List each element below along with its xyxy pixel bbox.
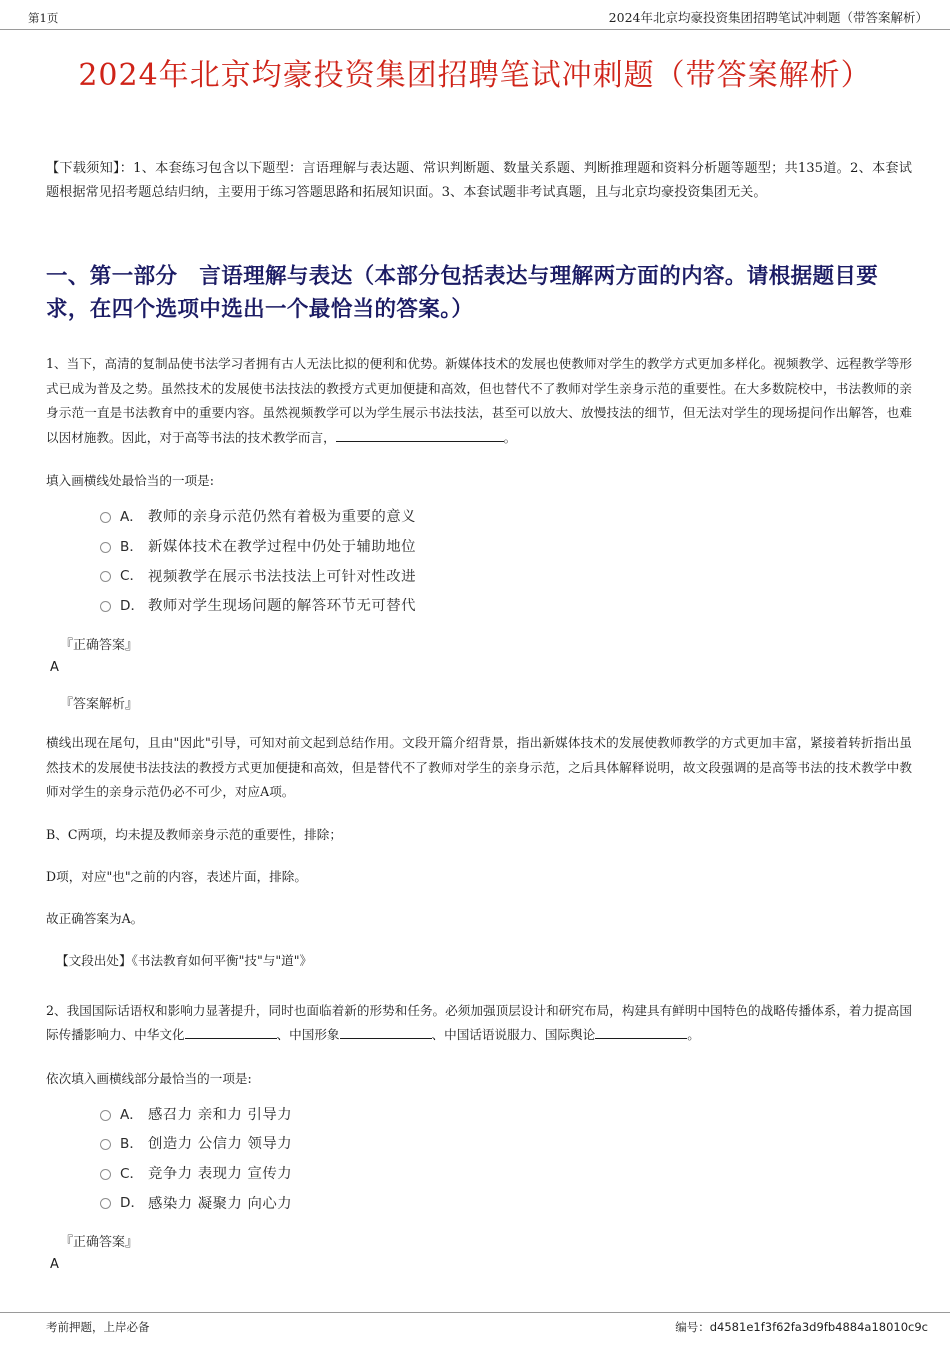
question-stem-mid-1: 、中国形象: [276, 1027, 340, 1043]
radio-button-icon[interactable]: [100, 1110, 111, 1121]
footer-slogan: 考前押题，上岸必备: [46, 1320, 150, 1334]
question-block: [46, 352, 912, 972]
analysis-line-3: 故正确答案为A。: [46, 910, 144, 926]
radio-button-icon[interactable]: [100, 1169, 111, 1180]
option-item-b[interactable]: [100, 1131, 912, 1158]
page-footer: [0, 1312, 950, 1335]
fill-in-blank: [336, 441, 504, 442]
option-list: [46, 1102, 912, 1218]
option-letter: C．: [120, 1165, 144, 1182]
option-item-b[interactable]: [100, 534, 912, 561]
question-stem-tail: 。: [687, 1027, 700, 1043]
option-letter: A．: [120, 1106, 143, 1123]
running-title: 2024年北京均豪投资集团招聘笔试冲刺题（带答案解析）: [608, 10, 928, 25]
fill-in-blank: [185, 1038, 277, 1039]
question-stem-text: 1、当下，高清的复制品使书法学习者拥有古人无法比拟的便利和优势。新媒体技术的发展也使教师对学生的教学方式更加多样化。视频教学、远程教学等形式已成为普及之势。虽然技术的发展使书法技法的教授方式更加便捷和高效，但也替代不了教师对学生亲身示范的重要性。在大多数院校中，书法教师的亲身示范一直是书法教育中的重要内容。虽然视频教学可以为学生展示书法技法，甚至可以放大、放慢技法的细节，但无法对学生的现场提问作出解答，也难以因材施教。因此，对于高等书法的技术教学而言，: [46, 356, 912, 445]
analysis-paragraph: 横线出现在尾句，且由"因此"引导，可知对前文起到总结作用。文段开篇介绍背景，指出新媒体技术的发展使教师教学的方式更加丰富，紧接着转折指出虽然技术的发展使书法技法的教授方式更加便捷和高效，但是替代不了教师对学生的亲身示范，之后具体解释说明，故文段强调的是高等书法的技术教学中教师对学生的亲身示范仍必不可少，对应A项。: [46, 735, 912, 800]
question-block: [46, 999, 912, 1276]
analysis-label: 『答案解析』: [60, 696, 139, 712]
option-list: [46, 504, 912, 620]
option-text: 教师对学生现场问题的解答环节无可替代: [148, 598, 417, 615]
footer-code-value: d4581e1f3f62fa3d9fb4884a18010c9c: [709, 1320, 928, 1334]
question-stem: [46, 352, 912, 450]
option-letter: B．: [120, 1136, 143, 1153]
fill-in-blank: [595, 1038, 687, 1039]
correct-answer-value: A: [50, 1257, 59, 1273]
option-item-a[interactable]: [100, 504, 912, 531]
analysis-line-1: B、C两项，均未提及教师亲身示范的重要性，排除；: [46, 826, 342, 842]
option-item-c[interactable]: [100, 1161, 912, 1188]
option-item-a[interactable]: [100, 1102, 912, 1129]
option-text: 教师的亲身示范仍然有着极为重要的意义: [148, 509, 417, 526]
correct-answer-label: 『正确答案』: [60, 637, 139, 653]
radio-button-icon[interactable]: [100, 1139, 111, 1150]
download-notice: 【下载须知】：1、本套练习包含以下题型：言语理解与表达题、常识判断题、数量关系题、判断推理题和资料分析题等题型；共135道。2、本套试题根据常见招考题总结归纳，主要用于练习答题思路和拓展知识面。3、本套试题非考试真题，且与北京均豪投资集团无关。: [46, 161, 912, 201]
radio-button-icon[interactable]: [100, 542, 111, 553]
option-item-c[interactable]: [100, 564, 912, 591]
radio-button-icon[interactable]: [100, 1198, 111, 1209]
option-letter: D．: [120, 1195, 145, 1212]
radio-button-icon[interactable]: [100, 571, 111, 582]
option-text: 感染力 凝聚力 向心力: [148, 1195, 293, 1212]
correct-answer-value: A: [50, 659, 59, 675]
option-letter: B．: [120, 538, 143, 555]
question-stem-text: 2、我国国际话语权和影响力显著提升，同时也面临着新的形势和任务。必须加强顶层设计和研究布局，构建具有鲜明中国特色的战略传播体系，着力提高国际传播影响力、中华文化: [46, 1002, 912, 1043]
correct-answer-label: 『正确答案』: [60, 1235, 139, 1251]
radio-button-icon[interactable]: [100, 601, 111, 612]
footer-document-code: [675, 1319, 928, 1335]
question-stem: [46, 999, 912, 1048]
option-letter: A．: [120, 509, 143, 526]
question-stem-mid-2: 、中国话语说服力、国际舆论: [431, 1027, 596, 1043]
page-header: [0, 0, 950, 30]
section-heading-part-one: 一、第一部分 言语理解与表达（本部分包括表达与理解两方面的内容。请根据题目要求，在四个选项中选出一个最恰当的答案。）: [46, 263, 879, 322]
fill-in-blank: [340, 1038, 432, 1039]
option-text: 竞争力 表现力 宣传力: [148, 1166, 293, 1183]
option-text: 创造力 公信力 领导力: [148, 1136, 293, 1153]
option-text: 新媒体技术在教学过程中仍处于辅助地位: [148, 539, 417, 556]
option-letter: C．: [120, 568, 144, 585]
question-prompt: 填入画横线处最恰当的一项是:: [46, 473, 214, 489]
question-stem-tail: 。: [503, 429, 517, 445]
option-text: 视频教学在展示书法技法上可针对性改进: [148, 568, 417, 585]
analysis-line-2: D项，对应"也"之前的内容，表述片面，排除。: [46, 868, 307, 884]
option-letter: D．: [120, 598, 145, 615]
footer-code-label: 编号：: [675, 1320, 710, 1334]
page-number-label: 第1页: [28, 11, 59, 25]
document-body: [0, 157, 950, 1276]
source-citation: 【文段出处】《书法教育如何平衡"技"与"道"》: [56, 952, 313, 968]
option-item-d[interactable]: [100, 1191, 912, 1218]
page-title: 2024年北京均豪投资集团招聘笔试冲刺题（带答案解析）: [78, 58, 872, 93]
option-text: 感召力 亲和力 引导力: [148, 1106, 293, 1123]
option-item-d[interactable]: [100, 593, 912, 620]
question-prompt: 依次填入画横线部分最恰当的一项是:: [46, 1070, 252, 1086]
radio-button-icon[interactable]: [100, 512, 111, 523]
